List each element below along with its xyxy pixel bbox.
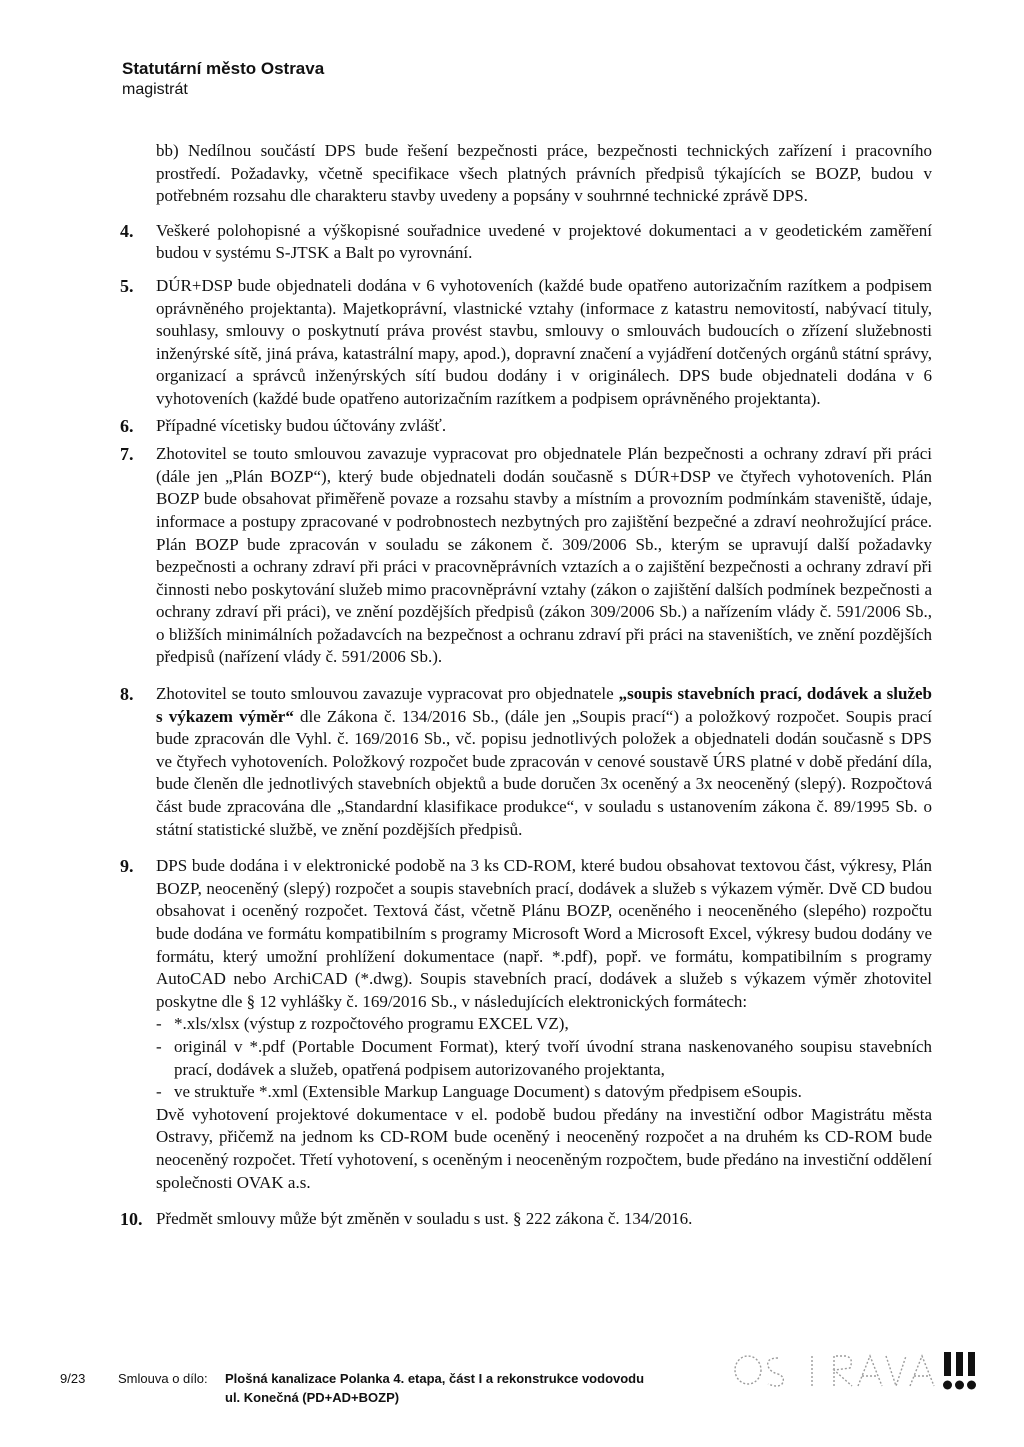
- clause-closing-text: Dvě vyhotovení projektové dokumentace v el. podobě budou předány na investiční odbor Magistrátu města Ostravy, přičemž na jednom ks CD-ROM bude oceněný i neoceněný rozpočet a na druhém ks CD-ROM bude neoceněný rozpočet. Třetí vyhotovení, s oceněným i neoceněným rozpočtem, bude předáno na investiční oddělení společnosti OVAK a.s.: [156, 1104, 932, 1192]
- clause-number: 9.: [120, 856, 134, 877]
- clause-text: Předmět smlouvy může být změněn v souladu s ust. § 222 zákona č. 134/2016.: [156, 1209, 693, 1229]
- organization-name: Statutární město Ostrava: [122, 59, 325, 78]
- contract-title: Plošná kanalizace Polanka 4. etapa, část I a rekonstrukce vodovodu: [225, 1371, 645, 1386]
- department-name: magistrát: [122, 81, 188, 98]
- dash-bullet: -: [156, 1014, 162, 1034]
- clause-9: [120, 855, 932, 1194]
- clause-4: [120, 220, 932, 265]
- document-body: [120, 140, 932, 1231]
- clause-text: Zhotovitel se touto smlouvou zavazuje vypracovat pro objednatele Plán bezpečnosti a ochrany zdraví při práci (dále jen „Plán BOZP“), který bude objednateli dodán současně s DÚR+DSP ve čtyřech vyhotoveních. Plán BOZP bude obsahovat přiměřeně povaze a rozsahu stavby a místním a provozním podmínkám staveniště, údaje, informace a postupy zpracované v podrobnostech nezbytných pro zajištění bezpečné a zdraví neohrožující práce. Plán BOZP bude zpracován v souladu se zákonem č. 309/2006 Sb., kterým se upravují další požadavky bezpečnosti a ochrany zdraví při práci v pracovněprávních vztazích a o zajištění bezpečnosti a ochrany zdraví při činnosti nebo poskytování služeb mimo pracovněprávní vztahy (zákon o zajištění dalších podmínek bezpečnosti a ochrany zdraví při práci), ve znění pozdějších předpisů (zákon 309/2006 Sb.) a nařízením vlády č. 591/2006 Sb., o bližších minimálních požadavcích na bezpečnost a ochranu zdraví při práci na staveništích, ve znění pozdějších předpisů (nařízení vlády č. 591/2006 Sb.).: [156, 444, 932, 667]
- dash-bullet: -: [156, 1082, 162, 1102]
- clause-text: DÚR+DSP bude objednateli dodána v 6 vyhotoveních (každé bude opatřeno autorizačním razítkem a podpisem oprávněného projektanta). Majetkoprávní, vlastnické vztahy (informace z katastru nemovitostí, nabývací tituly, souhlasy, smlouvy o poskytnutí práva provést stavbu, smlouvy o smlouvách budoucích o zřízení služebnosti inženýrské sítě, jiná práva, katastrální mapy, apod.), dopravní značení a vyjádření dotčených orgánů státní správy, organizací a správců inženýrských sítí budou dodány i v originálech. DPS bude objednateli dodána v 6 vyhotoveních (každé bude opatřeno autorizačním razítkem a podpisem oprávněného projektanta).: [156, 275, 932, 408]
- page-number: 9/23: [60, 1371, 86, 1386]
- clause-6: [120, 415, 932, 438]
- clause-10: [120, 1208, 932, 1231]
- clause-text: Případné vícetisky budou účtovány zvlášť.: [156, 415, 447, 435]
- clause-number: 10.: [120, 1209, 143, 1230]
- clause-5: [120, 275, 932, 411]
- list-item-text: ve struktuře *.xml (Extensible Markup Language Document) s datovým předpisem eSoupis.: [174, 1082, 802, 1102]
- ostrava-logo: [730, 1346, 980, 1396]
- clause-text-b: dle Zákona č. 134/2016 Sb., (dále jen „Soupis prací“) a položkový rozpočet. Soupis prací bude zpracován dle Vyhl. č. 169/2016 Sb., vč. popisu jednotlivých položek a objednateli dodán současně s DPS ve čtyřech vyhotoveních. Položkový rozpočet bude zpracován v cenové soustavě ÚRS platné v době předání díla, bude členěn dle jednotlivých stavebních objektů a bude doručen 3x oceněný a 3x neoceněný (slepý). Rozpočtová část bude zpracována dle „Standardní klasifikace produkce“, v souladu s ustanovením zákona č. 89/1995 Sb. o státní statistické službě, ve znění pozdějších předpisů.: [156, 706, 932, 839]
- clause-text-bold: „soupis stavebních prací, dodávek a služeb s výkazem výměr“: [156, 684, 932, 726]
- clause-number: 5.: [120, 275, 134, 296]
- format-list-item: [156, 1013, 932, 1036]
- contract-title-line2: ul. Konečná (PD+AD+BOZP): [225, 1390, 400, 1405]
- document-header: [122, 58, 324, 100]
- list-item-text: *.xls/xlsx (výstup z rozpočtového programu EXCEL VZ),: [174, 1014, 569, 1034]
- clause-text: Veškeré polohopisné a výškopisné souřadnice uvedené v projektové dokumentaci a v geodetickém zaměření budou v systému S-JTSK a Balt po vyrovnání.: [156, 220, 932, 263]
- dash-bullet: -: [156, 1036, 162, 1056]
- clause-text: DPS bude dodána i v elektronické podobě na 3 ks CD-ROM, které budou obsahovat textovou část, výkresy, Plán BOZP, neoceněný (slepý) rozpočet a soupis stavebních prací, dodávek a služeb s výkazem výměr. Dvě CD budou obsahovat i oceněný rozpočet. Textová část, včetně Plánu BOZP, oceněného i neoceněného (slepého) rozpočtu bude dodána ve formátu kompatibilním s programy Microsoft Word a Microsoft Excel, výkresy budou dodány ve formátu, který umožní prohlížení dokumentace (např. *.pdf), popř. ve formátu, kompatibilním s programy AutoCAD nebo ArchiCAD (*.dwg). Soupis stavebních prací, dodávek a služeb s výkazem výměr zhotovitel poskytne dle § 12 vyhlášky č. 169/2016 Sb., v následujících elektronických formátech:: [156, 856, 932, 1011]
- clause-number: 4.: [120, 220, 134, 241]
- format-list-item: [156, 1036, 932, 1081]
- list-item-text: originál v *.pdf (Portable Document Format), který tvoří úvodní strana naskenovaného soupisu stavebních prací, dodávek a služeb, opatřená podpisem autorizovaného projektanta,: [174, 1036, 932, 1079]
- clause-number: 7.: [120, 444, 134, 465]
- paragraph-bb: bb) Nedílnou součástí DPS bude řešení bezpečnosti práce, bezpečnosti technických zařízení i pracovního prostředí. Požadavky, včetně specifikace všech platných právních předpisů týkajících se BOZP, budou v potřebném rozsahu dle charakteru stavby uvedeny a popsány v souhrnné technické zprávě DPS.: [156, 141, 932, 206]
- contract-label: Smlouva o dílo:: [118, 1371, 208, 1386]
- format-list-item: [156, 1081, 932, 1104]
- clause-text-a: Zhotovitel se touto smlouvou zavazuje vypracovat pro objednatele: [156, 684, 619, 704]
- clause-7: [120, 443, 932, 669]
- clause-number: 6.: [120, 415, 134, 436]
- clause-number: 8.: [120, 684, 134, 705]
- clause-8: [120, 683, 932, 841]
